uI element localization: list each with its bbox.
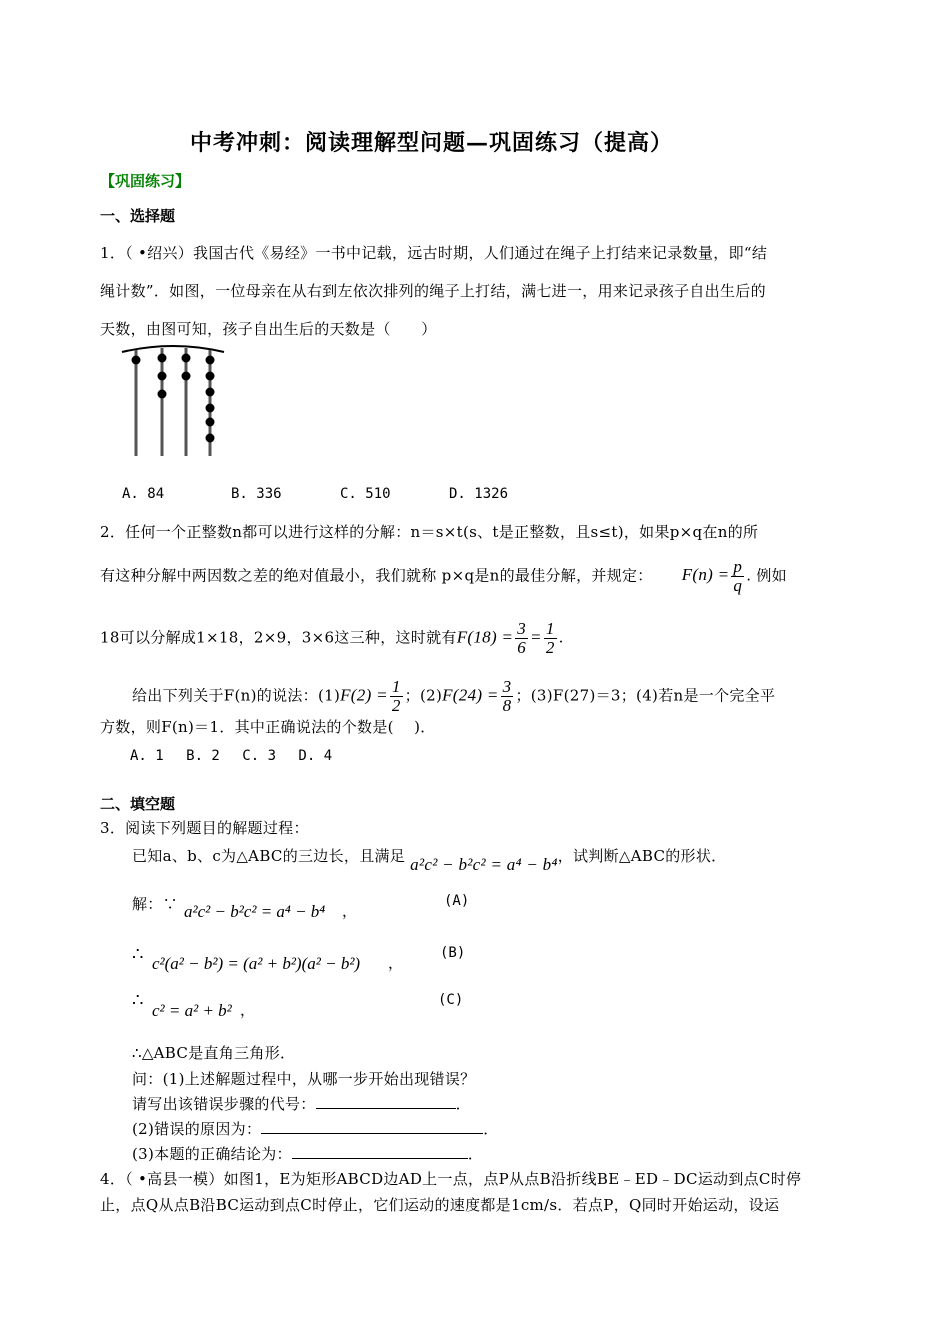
q3-step-b-formula: c²(a² − b²) = (a² + b²)(a² − b²) [152, 954, 361, 973]
knot [206, 404, 215, 413]
q2-fraction-pq: $\frac{p}{q}$ [733, 557, 743, 595]
q2-formula-f18: F(18) = [456, 627, 514, 647]
q2-text-line4-a: 给出下列关于F(n)的说法：(1) [132, 686, 341, 705]
q2-fraction-3-6: $\frac{3}{6}$ [517, 619, 527, 657]
knot [206, 372, 215, 381]
q4-text-line1: 4．（ •高县一模）如图1，E为矩形ABCD边AD上一点，点P从点B沿折线BE﹣ED﹣DC运动到点C时停 [100, 1170, 802, 1188]
knot [182, 354, 191, 363]
q3-ask2-label: (2)错误的原因为： [132, 1120, 262, 1138]
q3-question: 问：(1)上述解题过程中，从哪一步开始出现错误？ [132, 1070, 476, 1088]
q2-formula-f2: F(2) = [340, 685, 388, 705]
knot [132, 356, 141, 365]
q1-option-c: C. 510 [340, 486, 391, 502]
section-heading-fill: 二、填空题 [100, 795, 176, 813]
q2-text-line2-b: . 例如 [746, 566, 787, 585]
q2-text-line4-b: ；(2) [404, 686, 443, 705]
q2-text-line2 [100, 558, 787, 595]
q3-text-line2-a: 已知a、b、c为△ABC的三边长，且满足 [132, 847, 406, 865]
q3-ask3 [132, 1143, 483, 1164]
q3-text-line1: 3．阅读下列题目的解题过程： [100, 819, 309, 837]
q2-options: A. 1 B. 2 C. 3 D. 4 [130, 748, 333, 764]
q3-ask1 [132, 1093, 471, 1114]
q2-text-line1: 2．任何一个正整数n都可以进行这样的分解：n＝s×t(s、t是正整数，且s≤t)，如果p×q在n的所 [100, 523, 759, 541]
q3-answer-blank-2[interactable] [261, 1119, 483, 1134]
q1-option-d: D. 1326 [449, 486, 509, 502]
q1-text-line3: 天数，由图可知，孩子自出生后的天数是（ ） [100, 320, 437, 338]
q2-text-line2-a: 有这种分解中两因数之差的绝对值最小，我们就称 p×q是n的最佳分解，并规定： [100, 566, 653, 585]
q3-therefore-c: ∴ [132, 990, 144, 1011]
knot [158, 354, 167, 363]
q3-step-a-formula: a²c² − b²c² = a⁴ − b⁴ [184, 902, 326, 921]
q2-fraction-1-2: $\frac{1}{2}$ [545, 619, 555, 657]
q1-text-line1: 1．（ •绍兴）我国古代《易经》一书中记载，远古时期，人们通过在绳子上打结来记录数量，即“结 [100, 244, 768, 262]
q2-text-line3-a: 18可以分解成1×18，2×9，3×6这三种，这时就有 [100, 628, 457, 647]
q2-text-line4 [132, 678, 775, 715]
q2-equals: = [530, 627, 542, 647]
q3-conclusion: ∴△ABC是直角三角形． [132, 1044, 296, 1062]
q2-text-line5: 方数，则F(n)＝1．其中正确说法的个数是( )． [100, 718, 436, 736]
knot [206, 388, 215, 397]
q2-fraction-f24: $\frac{3}{8}$ [502, 677, 512, 715]
q3-solution-label: 解：∵ [132, 895, 178, 913]
q1-option-a: A. 84 [122, 486, 165, 502]
q3-condition-formula: a²c² − b²c² = a⁴ − b⁴ [410, 855, 558, 874]
q3-step-c-comma: ， [240, 1001, 256, 1019]
q2-text-line3 [100, 620, 564, 657]
q3-ask2 [132, 1118, 499, 1139]
q3-therefore-b: ∴ [132, 944, 144, 965]
knot [158, 372, 167, 381]
q4-text-line2: 止，点Q从点B沿BC运动到点C时停止，它们运动的速度都是1cm/s．若点P，Q同时开始运动，设运 [100, 1196, 780, 1214]
q1-text-line2: 绳计数”．如图，一位母亲在从右到左依次排列的绳子上打结，满七进一，用来记录孩子自出生后的 [100, 282, 766, 300]
knot [206, 356, 215, 365]
q1-option-b: B. 336 [231, 486, 282, 502]
q3-answer-blank-1[interactable] [316, 1094, 456, 1109]
section-heading-choice: 一、选择题 [100, 207, 176, 225]
q3-step-b-label: (B) [440, 945, 466, 961]
q2-text-line4-c: ；(3)F(27)＝3；(4)若n是一个完全平 [515, 686, 776, 705]
q3-ask1-label: 请写出该错误步骤的代号： [132, 1095, 316, 1113]
q3-step-a-comma: ， [342, 902, 358, 920]
knot [158, 390, 167, 399]
q3-text-line2-b: ，试判断△ABC的形状． [557, 847, 727, 865]
knot [206, 434, 215, 443]
knot [182, 372, 191, 381]
q3-step-b-comma: ， [388, 954, 404, 972]
page-title: 中考冲刺：阅读理解型问题—巩固练习（提高） [190, 130, 674, 156]
q3-ask3-period: ． [467, 1145, 484, 1163]
q3-step-a-label: (A) [444, 893, 470, 909]
q3-ask1-period: ． [455, 1095, 471, 1113]
q2-fraction-f2: $\frac{1}{2}$ [391, 677, 401, 715]
q2-text-line3-b: . [558, 628, 564, 647]
q3-ask3-label: (3)本题的正确结论为： [132, 1145, 292, 1163]
q3-step-c-formula: c² = a² + b² [152, 1001, 232, 1020]
knot-rope-figure [118, 342, 228, 460]
q3-step-c-label: (C) [438, 992, 464, 1008]
q2-formula-f24: F(24) = [442, 685, 499, 705]
knot [206, 418, 215, 427]
q3-text-line2 [132, 845, 727, 874]
q3-answer-blank-3[interactable] [292, 1144, 468, 1159]
q3-ask2-period: ． [483, 1120, 499, 1138]
section-tag: 【巩固练习】 [100, 172, 191, 190]
q2-formula-fn: F(n) = [681, 565, 730, 585]
